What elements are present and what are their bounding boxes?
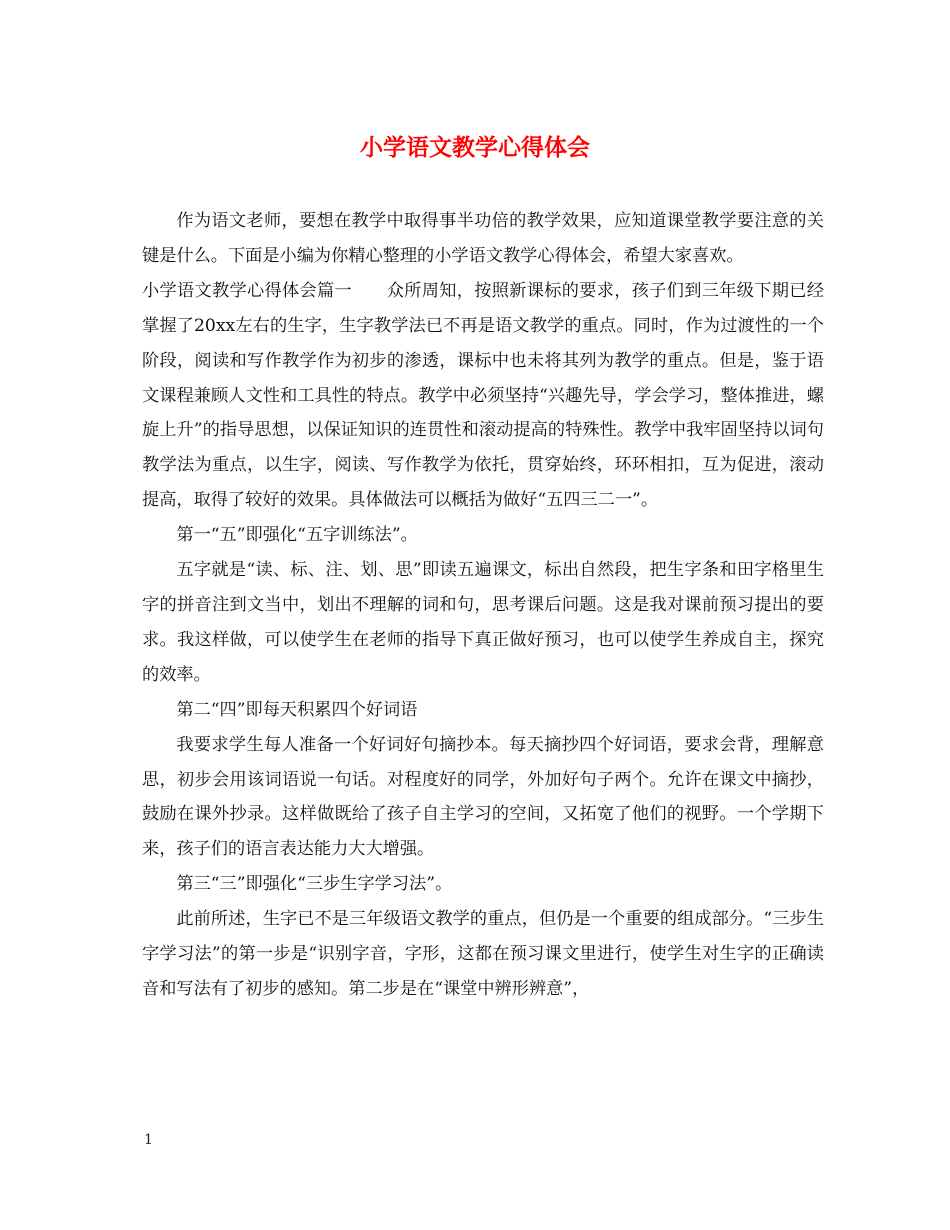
document-title: 小学语文教学心得体会 bbox=[360, 134, 590, 161]
document-body bbox=[142, 204, 824, 1007]
point-five-paragraph: 五字就是“读、标、注、划、思”即读五遍课文，标出自然段，把生字条和田字格里生字的拼音注到文当中，划出不理解的词和句，思考课后问题。这是我对课前预习提出的要求。我这样做，可以使学生在老师的指导下真正做好预习，也可以使学生养成自主，探究的效率。 bbox=[142, 560, 824, 685]
section-paragraph bbox=[142, 274, 824, 518]
point-five-heading: 第一“五”即强化“五字训练法”。 bbox=[176, 525, 418, 546]
page-number: 1 bbox=[144, 1132, 153, 1148]
point-four-paragraph: 我要求学生每人准备一个好词好句摘抄本。每天摘抄四个好词语，要求会背，理解意思，初步会用该词语说一句话。对程度好的同学，外加好句子两个。允许在课文中摘抄，鼓励在课外抄录。这样做既给了孩子自主学习的空间，又拓宽了他们的视野。一个学期下来，孩子们的语言表达能力大大增强。 bbox=[142, 734, 824, 860]
point-three-heading: 第三“三”即强化“三步生字学习法”。 bbox=[176, 874, 453, 895]
section-heading: 小学语文教学心得体会篇一 bbox=[142, 280, 353, 301]
intro-paragraph: 作为语文老师，要想在教学中取得事半功倍的教学效果，应知道课堂教学要注意的关键是什么。下面是小编为你精心整理的小学语文教学心得体会，希望大家喜欢。 bbox=[142, 211, 824, 266]
point-three-paragraph: 此前所述，生字已不是三年级语文教学的重点，但仍是一个重要的组成部分。“三步生字学习法”的第一步是“识别字音，字形，这都在预习课文里进行，使学生对生字的正确读音和写法有了初步的感知。第二步是在“课堂中辨形辨意”， bbox=[142, 909, 824, 999]
point-four-heading: 第二“四”即每天积累四个好词语 bbox=[176, 699, 418, 720]
section-text: 众所周知，按照新课标的要求，孩子们到三年级下期已经掌握了20xx左右的生字，生字教学法已不再是语文教学的重点。同时，作为过渡性的一个阶段，阅读和写作教学作为初步的渗透，课标中也未将其列为教学的重点。但是，鉴于语文课程兼顾人文性和工具性的特点。教学中必须坚持“兴趣先导，学会学习，整体推进，螺旋上升”的指导思想，以保证知识的连贯性和滚动提高的特殊性。教学中我牢固坚持以词句教学法为重点，以生字，阅读、写作教学为依托，贯穿始终，环环相扣，互为促进，滚动提高，取得了较好的效果。具体做法可以概括为做好“五四三二一”。 bbox=[142, 280, 824, 511]
